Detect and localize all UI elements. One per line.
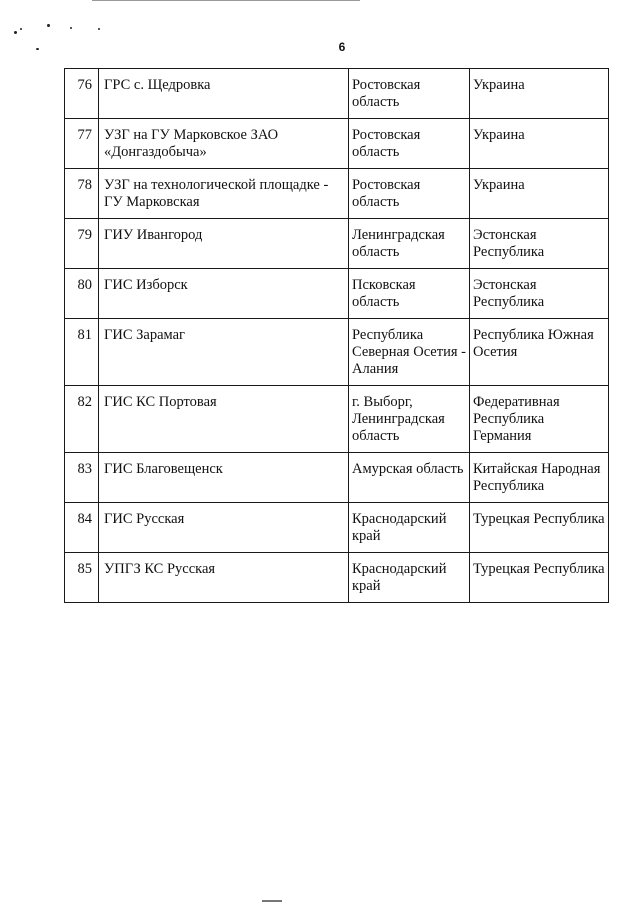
station-name: УПГЗ КС Русская: [99, 553, 349, 603]
table-row: [65, 386, 609, 453]
row-number: 83: [65, 453, 99, 503]
scan-speck: [14, 31, 17, 34]
row-number: 84: [65, 503, 99, 553]
row-number: 81: [65, 319, 99, 386]
station-name: ГИС Зарамаг: [99, 319, 349, 386]
station-name: УЗГ на технологической площадке - ГУ Марковская: [99, 169, 349, 219]
region: Краснодарский край: [349, 503, 470, 553]
region: Республика Северная Осетия - Алания: [349, 319, 470, 386]
region: Ростовская область: [349, 169, 470, 219]
station-name: ГИС Благовещенск: [99, 453, 349, 503]
row-number: 79: [65, 219, 99, 269]
row-number: 77: [65, 119, 99, 169]
scan-bottom-mark: [262, 900, 282, 902]
country: Китайская Народная Республика: [470, 453, 609, 503]
row-number: 82: [65, 386, 99, 453]
table-row: [65, 553, 609, 603]
row-number: 76: [65, 69, 99, 119]
country: Турецкая Республика: [470, 503, 609, 553]
table-row: [65, 503, 609, 553]
country: Федеративная Республика Германия: [470, 386, 609, 453]
scan-top-edge: [92, 0, 360, 1]
country: Турецкая Республика: [470, 553, 609, 603]
country: Украина: [470, 119, 609, 169]
table-row: [65, 269, 609, 319]
scan-speck: [20, 28, 22, 30]
table-row: [65, 319, 609, 386]
country: Республика Южная Осетия: [470, 319, 609, 386]
scan-speck: [70, 27, 72, 29]
country: Эстонская Республика: [470, 219, 609, 269]
region: Ростовская область: [349, 69, 470, 119]
region: г. Выборг, Ленинградская область: [349, 386, 470, 453]
stations-table: [64, 68, 609, 603]
region: Амурская область: [349, 453, 470, 503]
table-row: [65, 453, 609, 503]
region: Ленинградская область: [349, 219, 470, 269]
scan-speck: [98, 28, 100, 30]
row-number: 85: [65, 553, 99, 603]
station-name: ГРС с. Щедровка: [99, 69, 349, 119]
scan-speck: [47, 24, 50, 27]
country: Эстонская Республика: [470, 269, 609, 319]
station-name: ГИУ Ивангород: [99, 219, 349, 269]
table-row: [65, 219, 609, 269]
station-name: ГИС Изборск: [99, 269, 349, 319]
table-row: [65, 119, 609, 169]
region: Псковская область: [349, 269, 470, 319]
page-number: 6: [338, 40, 346, 54]
table-row: [65, 69, 609, 119]
country: Украина: [470, 169, 609, 219]
table-row: [65, 169, 609, 219]
row-number: 78: [65, 169, 99, 219]
row-number: 80: [65, 269, 99, 319]
region: Краснодарский край: [349, 553, 470, 603]
station-name: УЗГ на ГУ Марковское ЗАО «Донгаздобыча»: [99, 119, 349, 169]
station-name: ГИС КС Портовая: [99, 386, 349, 453]
region: Ростовская область: [349, 119, 470, 169]
country: Украина: [470, 69, 609, 119]
station-name: ГИС Русская: [99, 503, 349, 553]
